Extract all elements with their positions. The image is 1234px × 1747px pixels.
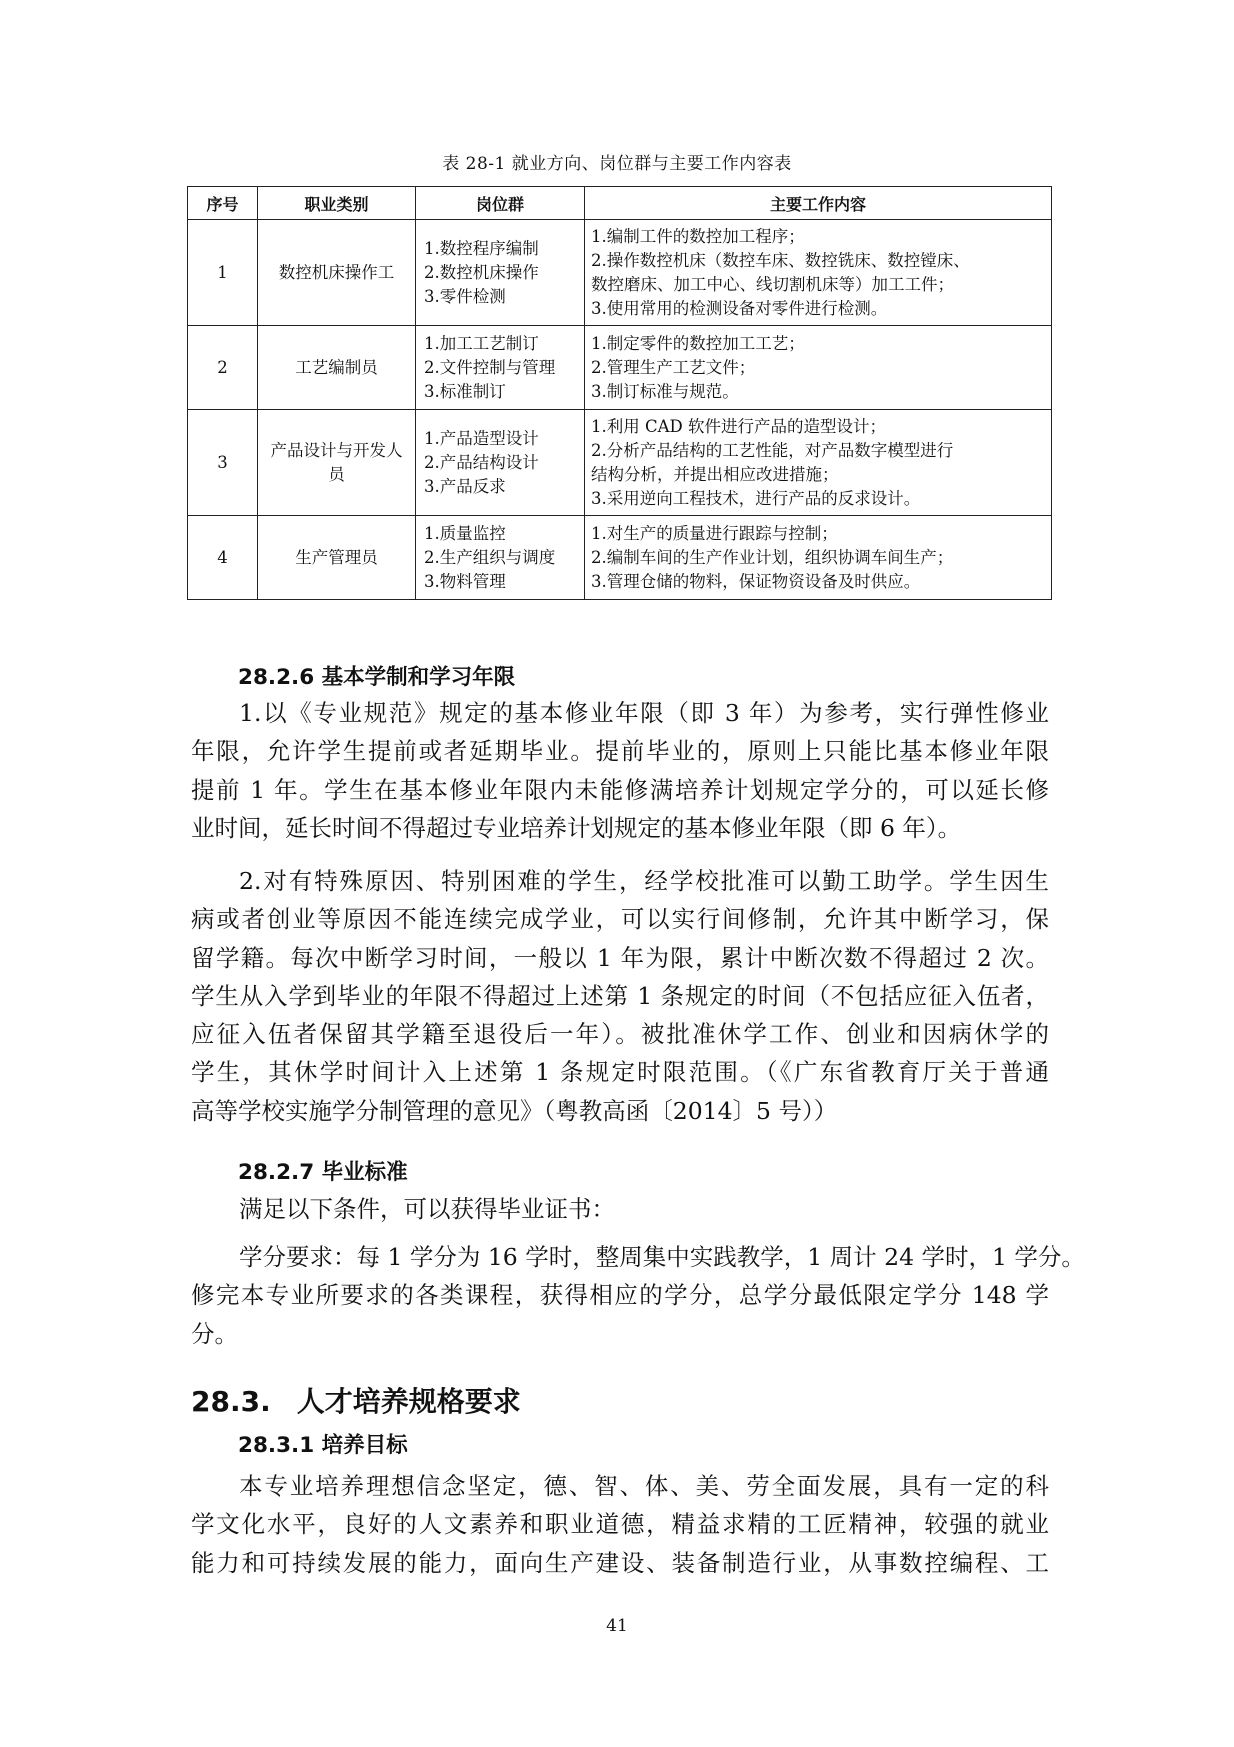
work-item: 1.对生产的质量进行跟踪与控制； <box>591 523 838 543</box>
text-line: 2.对有特殊原因、特别困难的学生，经学校批准可以勤工助学。学生因生 <box>239 867 1049 895</box>
row-posts <box>416 516 585 600</box>
paragraph-credit-requirement <box>191 1238 1085 1353</box>
work-item: 3.使用常用的检测设备对零件进行检测。 <box>591 298 888 318</box>
text-line: 满足以下条件，可以获得毕业证书： <box>239 1195 615 1223</box>
section-heading-2-7: 28.2.7 毕业标准 <box>238 1160 408 1185</box>
post-item: 3.零件检测 <box>424 286 506 306</box>
col-header-num: 序号 <box>188 187 258 220</box>
row-work <box>585 410 1052 516</box>
work-item: 1.利用 CAD 软件进行产品的造型设计； <box>591 416 887 436</box>
text-line: 年限，允许学生提前或者延期毕业。提前毕业的，原则上只能比基本修业年限 <box>191 737 1049 766</box>
work-item: 1.编制工件的数控加工程序； <box>591 226 805 246</box>
text-line: 能力和可持续发展的能力，面向生产建设、装备制造行业，从事数控编程、工 <box>191 1548 1049 1577</box>
table-row <box>188 326 1052 410</box>
work-item: 2.编制车间的生产作业计划，组织协调车间生产； <box>591 547 954 567</box>
post-item: 1.产品造型设计 <box>424 428 539 448</box>
row-category: 数控机床操作工 <box>258 220 416 326</box>
table-row <box>188 516 1052 600</box>
section-heading-3-1: 28.3.1 培养目标 <box>238 1433 408 1458</box>
work-item: 3.采用逆向工程技术，进行产品的反求设计。 <box>591 488 921 508</box>
paragraph-study-years <box>191 694 1049 847</box>
row-number: 4 <box>188 516 258 600</box>
row-category: 工艺编制员 <box>258 326 416 410</box>
row-number: 2 <box>188 326 258 410</box>
table-caption: 表 28-1 就业方向、岗位群与主要工作内容表 <box>442 154 792 174</box>
text-line: 1.以《专业规范》规定的基本修业年限（即 3 年）为参考，实行弹性修业 <box>239 699 1049 727</box>
paragraph-suspension <box>191 862 1049 1130</box>
col-header-posts: 岗位群 <box>416 187 585 220</box>
text-line: 学文化水平，良好的人文素养和职业道德，精益求精的工匠精神，较强的就业 <box>191 1510 1049 1539</box>
post-item: 3.物料管理 <box>424 571 506 591</box>
work-item: 2.分析产品结构的工艺性能，对产品数字模型进行 <box>591 440 954 460</box>
work-item: 3.制订标准与规范。 <box>591 381 739 401</box>
post-item: 2.产品结构设计 <box>424 452 539 472</box>
post-item: 3.产品反求 <box>424 476 506 496</box>
post-item: 2.数控机床操作 <box>424 262 539 282</box>
text-line: 分。 <box>191 1319 238 1348</box>
row-work <box>585 326 1052 410</box>
text-line: 病或者创业等原因不能连续完成学业，可以实行间修制，允许其中断学习，保 <box>191 905 1049 934</box>
table-row <box>188 410 1052 516</box>
text-line: 高等学校实施学分制管理的意见》（粤教高函〔2014〕5 号）） <box>191 1096 838 1125</box>
section-title: 人才培养规格要求 <box>296 1385 521 1418</box>
col-header-category: 职业类别 <box>258 187 416 220</box>
table-header-row <box>188 187 1052 220</box>
row-number: 3 <box>188 410 258 516</box>
row-work <box>585 220 1052 326</box>
table-row <box>188 220 1052 326</box>
post-item: 1.加工工艺制订 <box>424 333 539 353</box>
text-line: 本专业培养理想信念坚定，德、智、体、美、劳全面发展，具有一定的科 <box>239 1472 1049 1500</box>
row-posts <box>416 220 585 326</box>
row-posts <box>416 326 585 410</box>
work-item: 2.管理生产工艺文件； <box>591 357 756 377</box>
col-header-work: 主要工作内容 <box>585 187 1052 220</box>
text-line: 应征入伍者保留其学籍至退役后一年）。被批准休学工作、创业和因病休学的 <box>191 1020 1049 1049</box>
work-item: 数控磨床、加工中心、线切割机床等）加工工件； <box>591 274 954 294</box>
post-item: 1.数控程序编制 <box>424 238 539 258</box>
row-category: 生产管理员 <box>258 516 416 600</box>
section-number: 28.3. <box>191 1385 271 1418</box>
post-item: 3.标准制订 <box>424 381 506 401</box>
paragraph-training-goal <box>191 1467 1049 1582</box>
text-line: 提前 1 年。学生在基本修业年限内未能修满培养计划规定学分的，可以延长修 <box>191 775 1049 804</box>
employment-table <box>187 186 1052 600</box>
row-number: 1 <box>188 220 258 326</box>
text-line: 学生，其休学时间计入上述第 1 条规定时限范围。（《广东省教育厅关于普通 <box>191 1058 1049 1087</box>
section-heading-2-6: 28.2.6 基本学制和学习年限 <box>238 665 516 690</box>
work-item: 1.制定零件的数控加工工艺； <box>591 333 805 353</box>
post-item: 2.生产组织与调度 <box>424 547 556 567</box>
text-line: 学分要求：每 1 学分为 16 学时，整周集中实践教学，1 周计 24 学时，1 学分。 <box>239 1243 1085 1271</box>
work-item: 3.管理仓储的物料，保证物资设备及时供应。 <box>591 571 921 591</box>
page-number: 41 <box>606 1616 628 1636</box>
paragraph-graduation-intro <box>191 1190 1049 1228</box>
text-line: 留学籍。每次中断学习时间，一般以 1 年为限，累计中断次数不得超过 2 次。 <box>191 943 1049 972</box>
text-line: 修完本专业所要求的各类课程，获得相应的学分，总学分最低限定学分 148 学 <box>191 1281 1049 1310</box>
work-item: 2.操作数控机床（数控车床、数控铣床、数控镗床、 <box>591 250 970 270</box>
row-category: 产品设计与开发人员 <box>258 410 416 516</box>
section-heading-3 <box>191 1380 521 1420</box>
post-item: 2.文件控制与管理 <box>424 357 556 377</box>
post-item: 1.质量监控 <box>424 523 506 543</box>
row-work <box>585 516 1052 600</box>
text-line: 业时间，延长时间不得超过专业培养计划规定的基本修业年限（即 6 年）。 <box>191 813 962 842</box>
work-item: 结构分析，并提出相应改进措施； <box>591 464 839 484</box>
text-line: 学生从入学到毕业的年限不得超过上述第 1 条规定的时间（不包括应征入伍者， <box>191 981 1049 1010</box>
row-posts <box>416 410 585 516</box>
